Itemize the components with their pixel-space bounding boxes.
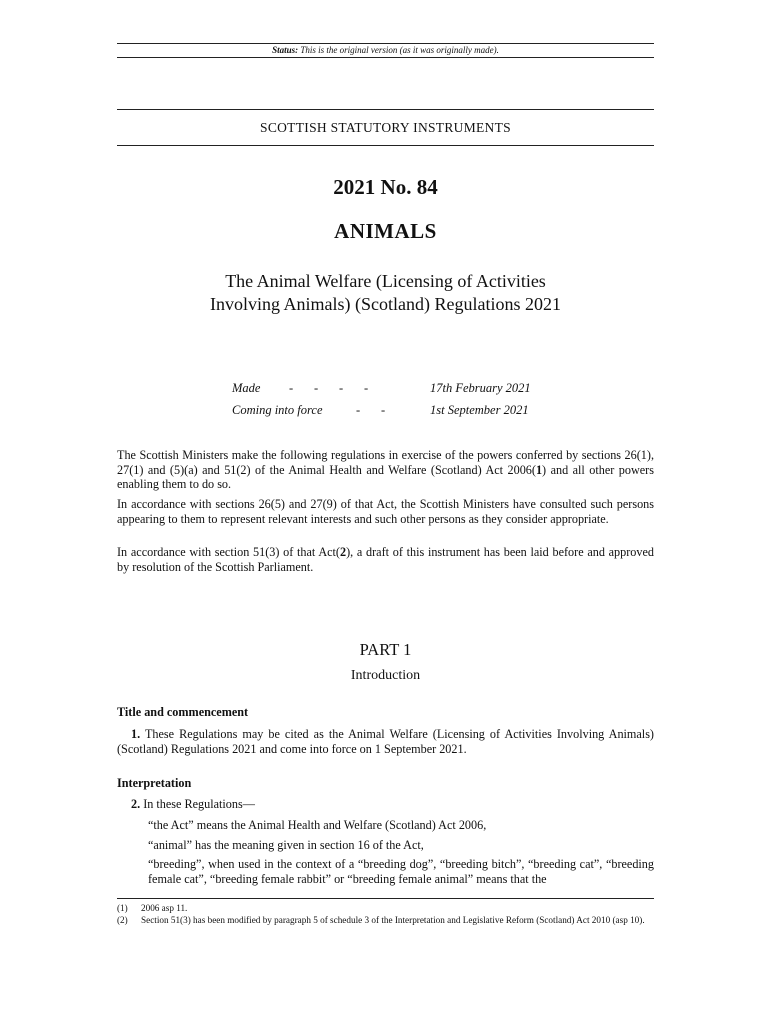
series-bottom-rule (117, 145, 654, 146)
preamble-paragraph-1 (117, 448, 654, 492)
footnote-number: (2) (117, 915, 128, 925)
regulation-1 (117, 727, 654, 756)
force-dash: - (356, 403, 361, 417)
subject-heading: ANIMALS (334, 219, 437, 243)
regulation-text: These Regulations may be cited as the Animal Welfare (Licensing of Activities Involving Animals) (Scotland) Regulations 2021 and come into force on 1 September 2021. (117, 727, 654, 756)
footnote-rule (117, 898, 654, 899)
made-dash: - (289, 381, 294, 395)
preamble-text: ) and all other powers enabling them to do so. (117, 462, 654, 491)
made-row (232, 381, 552, 403)
footnote-text: 2006 asp 11. (141, 903, 188, 913)
status-bottom-rule (117, 57, 654, 58)
regulation-number: 2. (131, 797, 141, 811)
made-dash: - (364, 381, 369, 395)
force-dash: - (381, 403, 386, 417)
instrument-number: 2021 No. 84 (333, 175, 438, 199)
preamble-text: In accordance with section 51(3) of that Act( (117, 545, 340, 559)
force-date: 1st September 2021 (430, 403, 529, 417)
definition-breeding: “breeding”, when used in the context of a “breeding dog”, “breeding bitch”, “breeding cat”, “breeding female cat”, “breeding female rabbit” or “breeding female animal” means that the (148, 857, 654, 886)
regulation-title (117, 270, 654, 316)
regulation-text: In these Regulations— (143, 797, 255, 811)
title-line-1: The Animal Welfare (Licensing of Activities (225, 271, 546, 291)
footnote (117, 915, 654, 939)
made-label: Made (232, 381, 261, 395)
part-title: Introduction (350, 668, 421, 683)
status-bar (117, 45, 654, 56)
made-date: 17th February 2021 (430, 381, 531, 395)
part-label: PART 1 (359, 640, 412, 659)
footnote-ref-2[interactable]: 2 (339, 545, 347, 559)
preamble-text: ), a draft of this instrument has been laid before and approved by resolution of the Scottish Parliament. (117, 545, 654, 574)
preamble-paragraph-3 (117, 545, 654, 574)
definition-the-act: “the Act” means the Animal Health and Welfare (Scotland) Act 2006, (148, 818, 487, 832)
status-top-rule (117, 43, 654, 44)
regulation-number: 1. (131, 727, 141, 741)
section-heading-title: Title and commencement (117, 705, 249, 719)
made-dash: - (339, 381, 344, 395)
dates-block (232, 381, 552, 425)
status-label: Status: (272, 45, 299, 55)
regulation-2 (117, 797, 654, 812)
status-text: This is the original version (as it was originally made). (300, 45, 499, 55)
made-dash: - (314, 381, 319, 395)
force-row (232, 403, 552, 425)
title-line-2: Involving Animals) (Scotland) Regulations 2021 (210, 294, 561, 314)
series-heading: SCOTTISH STATUTORY INSTRUMENTS (260, 120, 511, 135)
preamble-text: The Scottish Ministers make the following regulations in exercise of the powers conferred by sections 26(1), 27(1) and (5)(a) and 51(2) of the Animal Health and Welfare (Scotland) Act 2006( (117, 448, 654, 477)
footnote-ref-1[interactable]: 1 (535, 462, 543, 477)
definition-animal: “animal” has the meaning given in section 16 of the Act, (148, 838, 424, 852)
footnote-text: Section 51(3) has been modified by paragraph 5 of schedule 3 of the Interpretation and Legislative Reform (Scotland) Act 2010 (asp 10). (141, 915, 645, 925)
force-label: Coming into force (232, 403, 323, 417)
preamble-paragraph-2: In accordance with sections 26(5) and 27(9) of that Act, the Scottish Ministers have consulted such persons appearing to them to represent relevant interests and such other persons as they consider appropriate. (117, 497, 654, 526)
section-heading-interpretation: Interpretation (117, 776, 192, 790)
footnote-number: (1) (117, 903, 128, 913)
series-top-rule (117, 109, 654, 110)
